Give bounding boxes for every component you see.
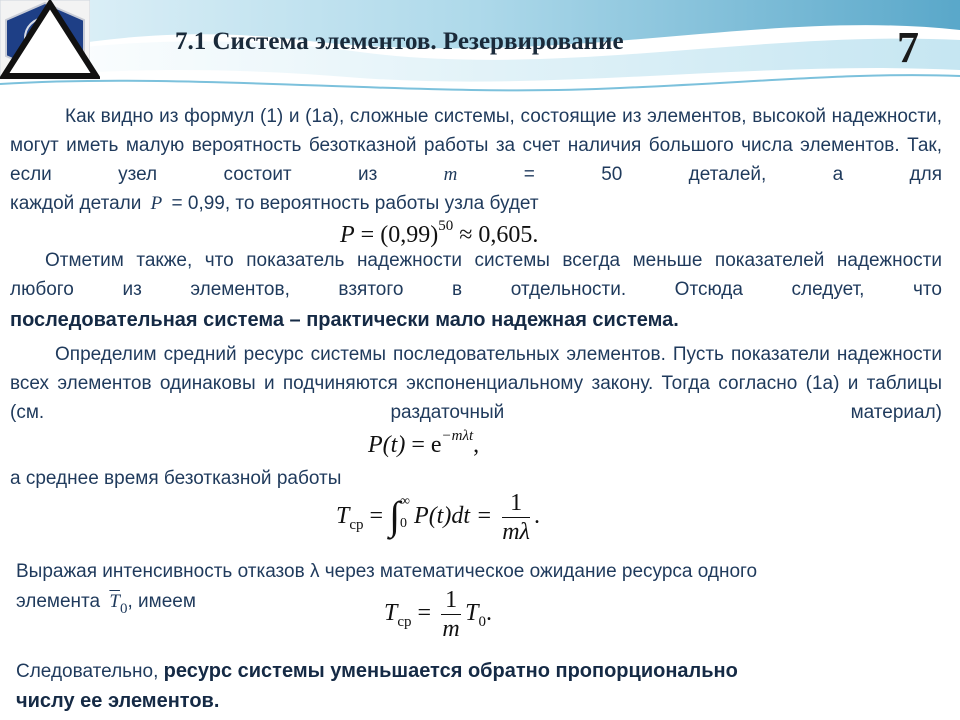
formula-4-fraction (441, 586, 461, 643)
formula-exponential-reliability (368, 428, 480, 459)
formula-1-base: = (0,99) (354, 222, 439, 248)
formula-3-denominator: mλ (502, 518, 530, 545)
formula-3-fraction (502, 489, 530, 546)
formula-3-numerator: 1 (502, 489, 530, 518)
paragraph-2 (10, 246, 942, 304)
paragraph-5-line-2 (16, 591, 196, 617)
formula-2-lhs: P(t) (368, 432, 406, 458)
conclusion-prefix: Следовательно, (16, 661, 159, 682)
formula-2-eq: = e (405, 432, 442, 458)
variable-T0 (109, 591, 128, 617)
formula-3-end: . (533, 503, 540, 529)
formula-4-subscript: ср (397, 614, 412, 631)
formula-3-subscript: ср (349, 517, 364, 533)
formula-1-exponent: 50 (438, 218, 454, 234)
line-2-suffix: , имеем (127, 591, 196, 612)
formula-3-eq: = (363, 503, 390, 529)
slide-header (0, 0, 960, 92)
formula-reliability-power (340, 218, 539, 249)
formula-mean-resource (384, 586, 492, 643)
integral-sign-icon: ∫ (389, 493, 401, 538)
formula-1-rhs: ≈ 0,605. (453, 222, 539, 248)
formula-3-T: T (336, 503, 350, 529)
variable-T0-letter: $\overline{T}$ (109, 591, 120, 612)
conclusion-bold-1: ресурс системы уменьшается обратно пропорционально (163, 660, 738, 682)
paragraph-4: а среднее время безотказной работы (10, 468, 342, 489)
paragraph-1-text: Как видно из формул (1) и (1а), сложные системы, состоящие из элементов, высокой надежности, могут иметь малую вероятность безотказной работы за счет наличия большого числа элементов. Так, если узел состоит из (10, 106, 942, 185)
integral-lower: 0 (400, 516, 408, 532)
paragraph-6-line-1 (16, 660, 738, 683)
variable-m: m (443, 164, 458, 185)
formula-2-exponent: −mλt (441, 428, 474, 444)
formula-4-eq: = (411, 600, 438, 627)
line-4-suffix: = 0,99, то вероятность работы узла будет (171, 193, 539, 214)
paragraph-3 (10, 340, 942, 427)
paragraph-2-text: Отметим также, что показатель надежности системы всегда меньше показателей надежности любого из элементов, взятого в отдельности. Отсюда следует, что (10, 250, 942, 300)
formula-4-T: T (384, 600, 398, 627)
slide-number: 7 (897, 23, 919, 72)
paragraph-1-line-4 (10, 193, 539, 215)
variable-T0-subscript: 0 (119, 601, 128, 617)
paragraph-1-tail: = 50 деталей, а для (457, 164, 943, 185)
paragraph-5-line-1: Выражая интенсивность отказов λ через математическое ожидание ресурса одного (16, 561, 758, 582)
formula-mean-time (336, 486, 540, 546)
slide-title: 7.1 Система элементов. Резервирование (175, 28, 624, 55)
formula-4-T0-subscript: 0 (478, 614, 486, 631)
variable-P: P (150, 193, 163, 214)
line-2-prefix: элемента (16, 591, 101, 612)
formula-1-lhs: P (340, 222, 355, 248)
integral-limits (400, 491, 410, 535)
line-4-prefix: каждой детали (10, 193, 142, 214)
formula-3-integrand: P(t)dt = (414, 503, 499, 529)
paragraph-1 (10, 102, 942, 189)
formula-4-T0: T (465, 600, 479, 627)
slide-number-triangle-icon (0, 0, 100, 80)
formula-2-end: , (473, 432, 480, 458)
formula-4-end: . (485, 600, 492, 627)
formula-4-numerator: 1 (441, 586, 461, 615)
integral-upper: ∞ (400, 494, 411, 510)
formula-4-denominator: m (442, 616, 460, 642)
paragraph-2-bold-conclusion: последовательная система – практически мало надежная система. (10, 309, 679, 331)
paragraph-6-line-2: числу ее элементов. (16, 690, 220, 712)
paragraph-3-text: Определим средний ресурс системы последовательных элементов. Пусть показатели надежности всех элементов одинаковы и подчиняются экспоненциальному закону. Тогда согласно (1а) и таблицы (см. раздаточный материал) (10, 344, 942, 423)
